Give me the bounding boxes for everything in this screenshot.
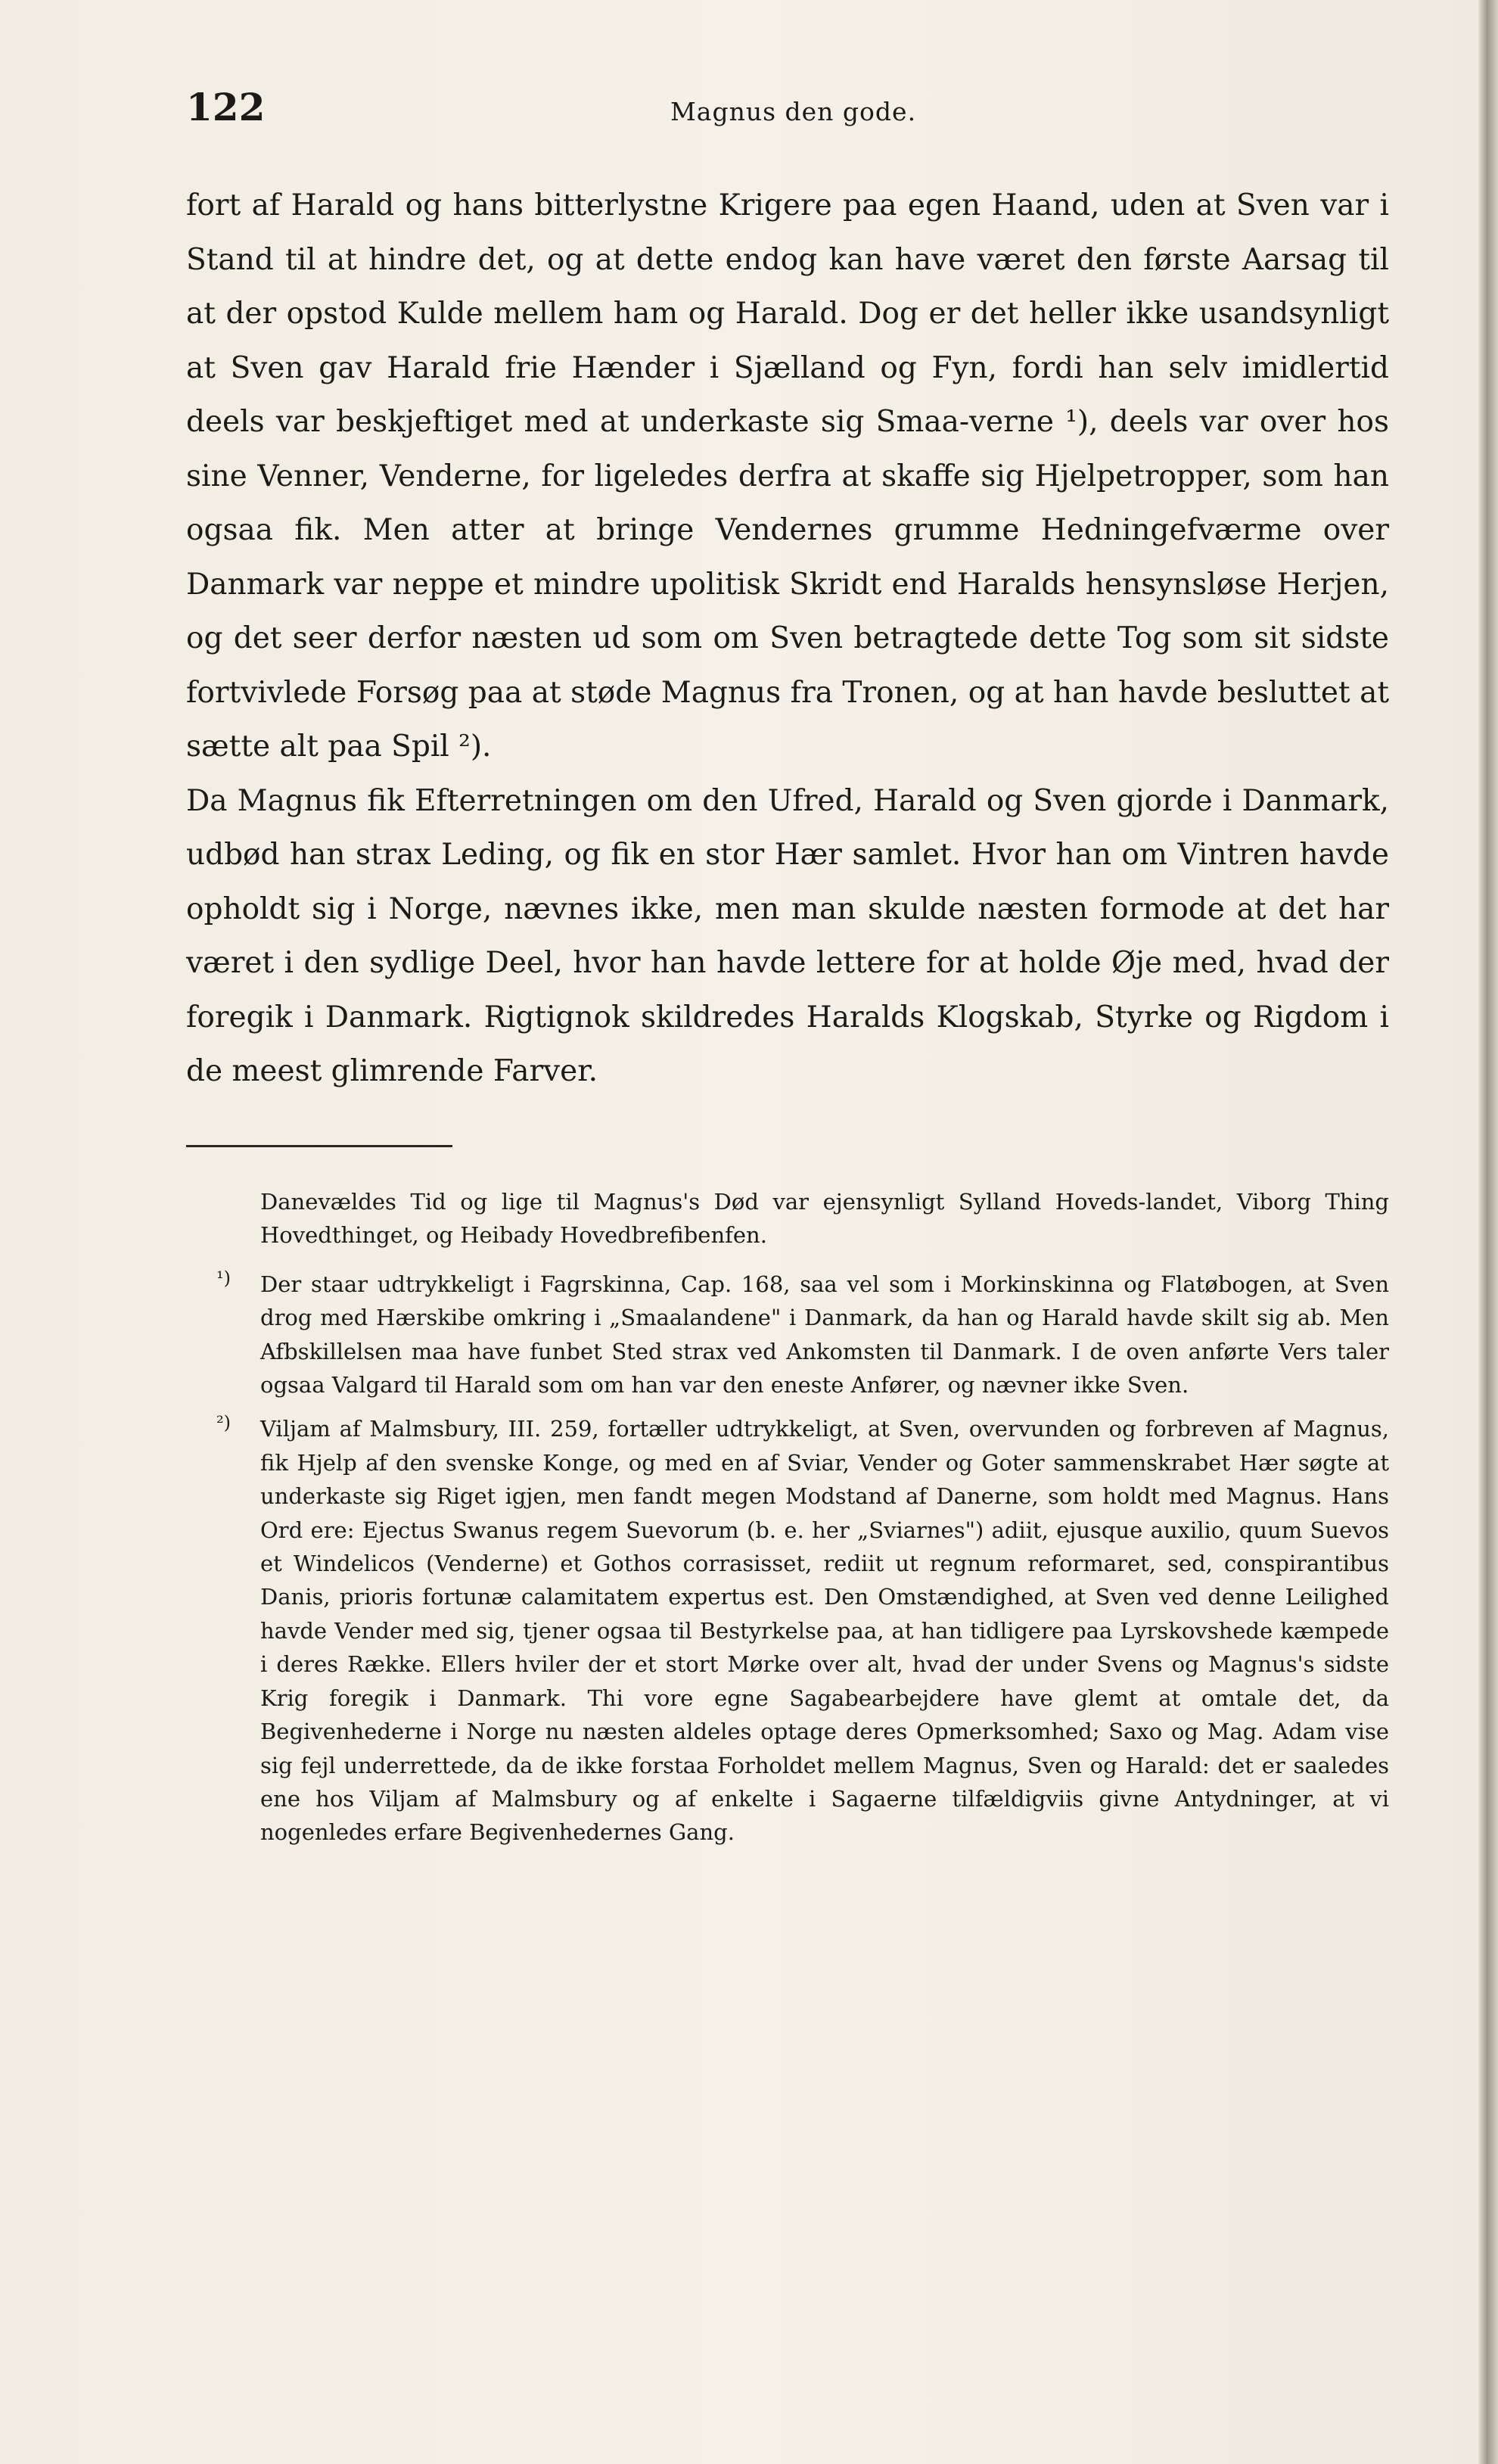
- footnotes: [186, 1185, 1389, 1860]
- footnote-2: [186, 1412, 1389, 1849]
- running-head: Magnus den gode.: [670, 97, 917, 126]
- footnote-continuation: Danevældes Tid og lige til Magnus's Død var ejensynligt Sylland Hoveds-landet, Viborg Thing Hovedthinget, og Heibady Hovedbrefibenfen.: [260, 1189, 1389, 1249]
- page-edge: [1478, 0, 1498, 2464]
- page-number: 122: [186, 85, 266, 129]
- footnote-marker: ²): [216, 1412, 231, 1434]
- page-header: [186, 85, 1389, 145]
- footnote-1: [186, 1268, 1389, 1402]
- footnote-divider: [186, 1145, 452, 1147]
- paragraph-1: fort af Harald og hans bitterlystne Krigere paa egen Haand, uden at Sven var i Stand til at hindre det, og at dette endog kan have været den første Aarsag til at der opstod Kulde mellem ham og Harald. Dog er det heller ikke usandsynligt at Sven gav Harald frie Hænder i Sjælland og Fyn, fordi han selv imidlertid deels var beskjeftiget med at underkaste sig Smaa-verne ¹), deels var over hos sine Venner, Venderne, for ligeledes derfra at skaffe sig Hjelpetropper, som han ogsaa fik. Men atter at bringe Vendernes grumme Hedningefværme over Danmark var neppe et mindre upolitisk Skridt end Haralds hensynsløse Herjen, og det seer derfor næsten ud som om Sven betragtede dette Tog som sit sidste fortvivlede Forsøg paa at støde Magnus fra Tronen, og at han havde besluttet at sætte alt paa Spil ²).: [186, 188, 1389, 764]
- footnote-text: Viljam af Malmsbury, III. 259, fortæller udtrykkeligt, at Sven, overvunden og forbreven af Magnus, fik Hjelp af den svenske Konge, og med en af Sviar, Vender og Goter sammenskrabet Hær søgte at underkaste sig Riget igjen, men fandt megen Modstand af Danerne, som holdt med Magnus. Hans Ord ere: Ejectus Swanus regem Suevorum (b. e. her „Sviarnes") adiit, ejusque auxilio, quum Suevos et Windelicos (Venderne) et Gothos corrasisset, rediit ut regnum reformaret, sed, conspirantibus Danis, prioris fortunæ calamitatem expertus est. Den Omstændighed, at Sven ved denne Leilighed havde Vender med sig, tjener ogsaa til Bestyrkelse paa, at han tidligere paa Lyrskovshede kæmpede i deres Række. Ellers hviler der et stort Mørke over alt, hvad der under Svens og Magnus's sidste Krig foregik i Danmark. Thi vore egne Sagabearbejdere have glemt at omtale det, da Begivenhederne i Norge nu næsten aldeles optage deres Opmerksomhed; Saxo og Mag. Adam vise sig fejl underrettede, da de ikke forstaa Forholdet mellem Magnus, Sven og Harald: det er saaledes ene hos Viljam af Malmsbury og af enkelte i Sagaerne tilfældigviis givne Antydninger, at vi nogenledes erfare Begivenhedernes Gang.: [260, 1416, 1389, 1846]
- footnote-marker: ¹): [216, 1267, 231, 1289]
- paragraph-2: Da Magnus fik Efterretningen om den Ufred, Harald og Sven gjorde i Danmark, udbød han strax Leding, og fik en stor Hær samlet. Hvor han om Vintren havde opholdt sig i Norge, nævnes ikke, men man skulde næsten formode at det har været i den sydlige Deel, hvor han havde lettere for at holde Øje med, hvad der foregik i Danmark. Rigtignok skildredes Haralds Klogskab, Styrke og Rigdom i de meest glimrende Farver.: [186, 783, 1389, 1088]
- main-text: [186, 179, 1389, 1099]
- footnote-text: Der staar udtrykkeligt i Fagrskinna, Cap. 168, saa vel som i Morkinskinna og Flatøbogen, at Sven drog med Hærskibe omkring i „Smaalandene" i Danmark, da han og Harald havde skilt sig ab. Men Afbskillelsen maa have funbet Sted strax ved Ankomsten til Danmark. I de oven anførte Vers taler ogsaa Valgard til Harald som om han var den eneste Anfører, og nævner ikke Sven.: [260, 1271, 1389, 1398]
